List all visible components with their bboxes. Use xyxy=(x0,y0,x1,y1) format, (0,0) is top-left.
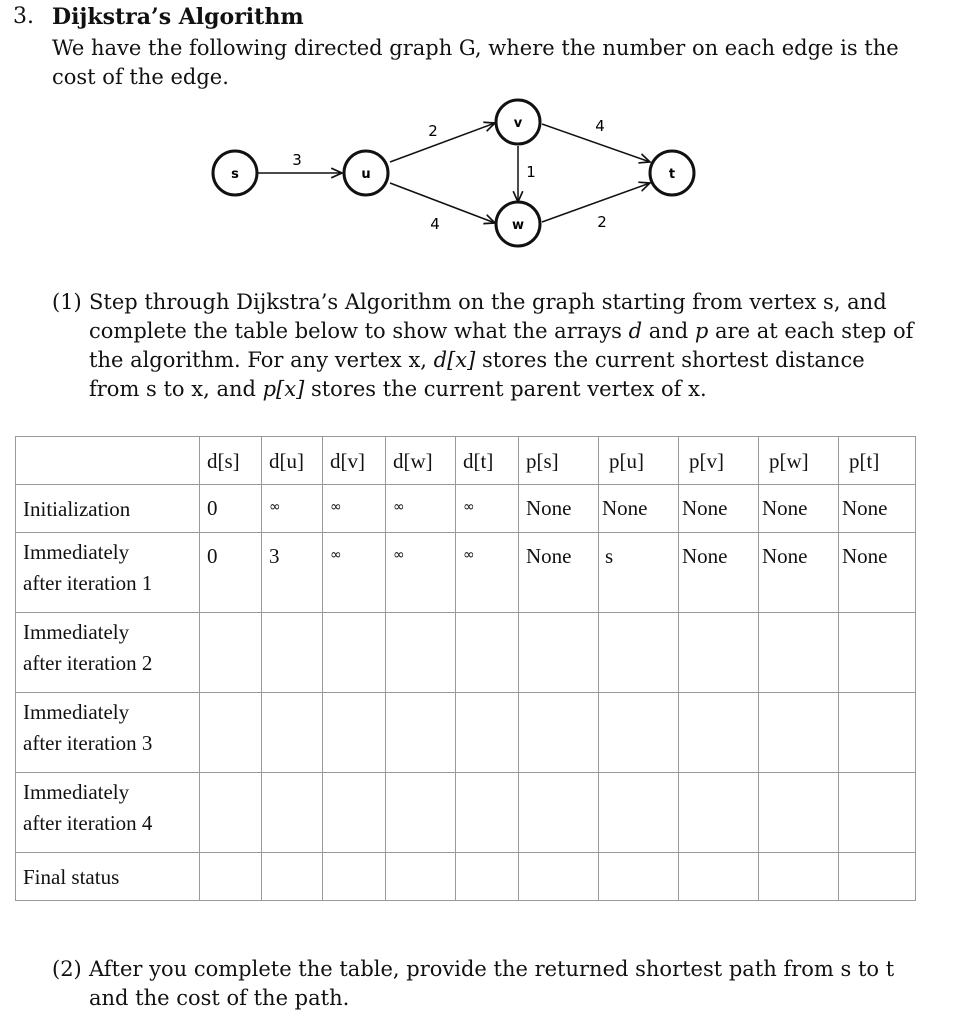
cell-value: 0 xyxy=(207,544,218,568)
cell-value: None xyxy=(526,496,572,520)
table-cell[interactable] xyxy=(262,773,323,853)
row-label-line-1: Immediately xyxy=(23,700,130,724)
table-cell[interactable] xyxy=(200,693,262,773)
table-cell[interactable] xyxy=(200,853,262,901)
table-cell[interactable] xyxy=(679,613,759,693)
cell-value: ∞ xyxy=(463,499,475,515)
edge-weight-u-w: 4 xyxy=(430,215,440,233)
header-cell: d[w] xyxy=(386,437,456,485)
part-1-d: d xyxy=(628,319,643,343)
node-t-label: t xyxy=(668,167,676,182)
table-cell xyxy=(200,533,262,613)
table-cell xyxy=(456,485,519,533)
row-label-line-1: Immediately xyxy=(23,540,130,564)
edge-weight-v-w: 1 xyxy=(526,163,536,181)
table-cell[interactable] xyxy=(519,613,599,693)
table-row xyxy=(16,533,916,613)
table-cell xyxy=(386,485,456,533)
header-cell: d[v] xyxy=(323,437,386,485)
part-1-p: p xyxy=(694,319,709,343)
table-cell[interactable] xyxy=(839,853,916,901)
table-cell[interactable] xyxy=(679,693,759,773)
node-w-label: w xyxy=(511,218,525,233)
part-2-label: (2) xyxy=(52,957,82,981)
dijkstra-table xyxy=(15,436,916,901)
question-intro: We have the following directed graph G, where the number on each edge is the cost of the edge. xyxy=(52,36,899,89)
part-1-dx: d[x] xyxy=(433,348,476,372)
part-1-label: (1) xyxy=(52,290,82,314)
table-cell[interactable] xyxy=(759,693,839,773)
table-cell xyxy=(262,485,323,533)
row-label xyxy=(16,485,200,533)
header-cell: d[s] xyxy=(200,437,262,485)
row-label-line-2: after iteration 3 xyxy=(23,731,153,755)
cell-value: None xyxy=(842,544,888,568)
header-cell: p[u] xyxy=(599,437,679,485)
part-1-px: p[x] xyxy=(262,377,305,401)
table-row xyxy=(16,693,916,773)
header-cell: p[s] xyxy=(519,437,599,485)
part-1-text-d: stores the current parent vertex of x. xyxy=(304,377,707,401)
cell-value: ∞ xyxy=(393,499,405,515)
node-s-label: s xyxy=(231,167,239,182)
header-cell: d[u] xyxy=(262,437,323,485)
table-cell[interactable] xyxy=(599,853,679,901)
row-label-line-1: Immediately xyxy=(23,780,130,804)
table-cell[interactable] xyxy=(262,853,323,901)
table-cell[interactable] xyxy=(599,773,679,853)
cell-value: s xyxy=(605,544,614,568)
cell-value: 0 xyxy=(207,496,218,520)
cell-value: None xyxy=(602,496,648,520)
node-s xyxy=(213,151,257,195)
part-2-text: After you complete the table, provide the returned shortest path from s to t and the cost of the path. xyxy=(89,957,895,1010)
table-cell[interactable] xyxy=(323,693,386,773)
table-cell[interactable] xyxy=(456,853,519,901)
header-cell: p[t] xyxy=(839,437,916,485)
header-cell: d[t] xyxy=(456,437,519,485)
cell-value: None xyxy=(762,496,808,520)
cell-value: None xyxy=(682,544,728,568)
part-2 xyxy=(52,955,920,1013)
table-cell[interactable] xyxy=(386,853,456,901)
row-label-line-1: Immediately xyxy=(23,620,130,644)
node-w xyxy=(496,202,540,246)
table-cell xyxy=(679,485,759,533)
table-row xyxy=(16,613,916,693)
part-1-text xyxy=(89,288,920,404)
table-cell[interactable] xyxy=(323,853,386,901)
table-cell[interactable] xyxy=(262,693,323,773)
table-cell[interactable] xyxy=(200,773,262,853)
graph-diagram xyxy=(0,90,960,250)
row-label-line-1: Initialization xyxy=(23,497,131,521)
row-label xyxy=(16,853,200,901)
edge-u-v xyxy=(390,123,495,162)
table-cell[interactable] xyxy=(839,613,916,693)
cell-value: ∞ xyxy=(269,499,281,515)
table-cell[interactable] xyxy=(456,613,519,693)
cell-value: ∞ xyxy=(463,547,475,563)
part-1-text-c: stores the current shortest distance from s to x, and xyxy=(89,348,865,401)
table-cell[interactable] xyxy=(386,613,456,693)
cell-value: None xyxy=(682,496,728,520)
table-cell xyxy=(200,485,262,533)
table-row xyxy=(16,485,916,533)
table-row xyxy=(16,773,916,853)
row-label xyxy=(16,533,200,613)
table-cell[interactable] xyxy=(759,773,839,853)
node-t xyxy=(650,151,694,195)
table-cell xyxy=(519,533,599,613)
table-cell[interactable] xyxy=(323,773,386,853)
table-cell xyxy=(679,533,759,613)
row-label-line-1: Final status xyxy=(23,865,120,889)
table-cell[interactable] xyxy=(839,693,916,773)
table-cell[interactable] xyxy=(262,613,323,693)
row-label-line-2: after iteration 1 xyxy=(23,571,153,595)
cell-value: ∞ xyxy=(330,547,342,563)
table-cell xyxy=(386,533,456,613)
table-cell xyxy=(323,533,386,613)
table-header-row xyxy=(16,437,916,485)
table-cell[interactable] xyxy=(759,613,839,693)
edge-weight-v-t: 4 xyxy=(595,117,605,135)
table-cell[interactable] xyxy=(759,853,839,901)
cell-value: None xyxy=(762,544,808,568)
header-cell: p[v] xyxy=(679,437,759,485)
table-cell xyxy=(456,533,519,613)
table-row xyxy=(16,853,916,901)
table-cell xyxy=(839,485,916,533)
table-cell xyxy=(759,533,839,613)
cell-value: None xyxy=(526,544,572,568)
row-label-line-2: after iteration 4 xyxy=(23,811,153,835)
part-1 xyxy=(52,288,920,404)
question-number: 3. xyxy=(13,4,34,29)
header-cell: p[w] xyxy=(759,437,839,485)
table-cell[interactable] xyxy=(599,613,679,693)
table-cell xyxy=(839,533,916,613)
table-cell xyxy=(599,533,679,613)
header-cell xyxy=(16,437,200,485)
row-label xyxy=(16,773,200,853)
part-1-text-b: are at each step of the algorithm. For any vertex x, xyxy=(89,319,914,372)
table-cell[interactable] xyxy=(519,693,599,773)
cell-value: 3 xyxy=(269,544,280,568)
table-cell[interactable] xyxy=(323,613,386,693)
table-cell xyxy=(759,485,839,533)
cell-value: ∞ xyxy=(393,547,405,563)
node-u xyxy=(344,151,388,195)
node-v xyxy=(496,100,540,144)
table-cell[interactable] xyxy=(456,773,519,853)
table-cell[interactable] xyxy=(679,853,759,901)
table-cell[interactable] xyxy=(456,693,519,773)
part-1-text-a: Step through Dijkstra’s Algorithm on the graph starting from vertex s, and complete the table below to show what the arrays xyxy=(89,290,887,343)
cell-value: None xyxy=(842,496,888,520)
edge-u-w xyxy=(390,183,495,223)
table-cell[interactable] xyxy=(386,693,456,773)
node-u-label: u xyxy=(361,167,371,182)
table-cell xyxy=(323,485,386,533)
table-cell[interactable] xyxy=(599,693,679,773)
edge-w-t xyxy=(542,183,650,222)
table-cell[interactable] xyxy=(519,773,599,853)
cell-value: ∞ xyxy=(330,499,342,515)
table-cell[interactable] xyxy=(519,853,599,901)
question-title: Dijkstra’s Algorithm xyxy=(52,4,304,30)
table-cell[interactable] xyxy=(386,773,456,853)
part-1-and: and xyxy=(642,319,695,343)
edge-weight-u-v: 2 xyxy=(428,122,438,140)
row-label-line-2: after iteration 2 xyxy=(23,651,153,675)
table-cell xyxy=(262,533,323,613)
table-cell xyxy=(599,485,679,533)
table-cell xyxy=(519,485,599,533)
table-cell[interactable] xyxy=(839,773,916,853)
row-label xyxy=(16,613,200,693)
edge-weight-s-u: 3 xyxy=(292,151,302,169)
node-v-label: v xyxy=(513,116,523,131)
row-label xyxy=(16,693,200,773)
table-cell[interactable] xyxy=(200,613,262,693)
edge-weight-w-t: 2 xyxy=(597,213,607,231)
table-cell[interactable] xyxy=(679,773,759,853)
